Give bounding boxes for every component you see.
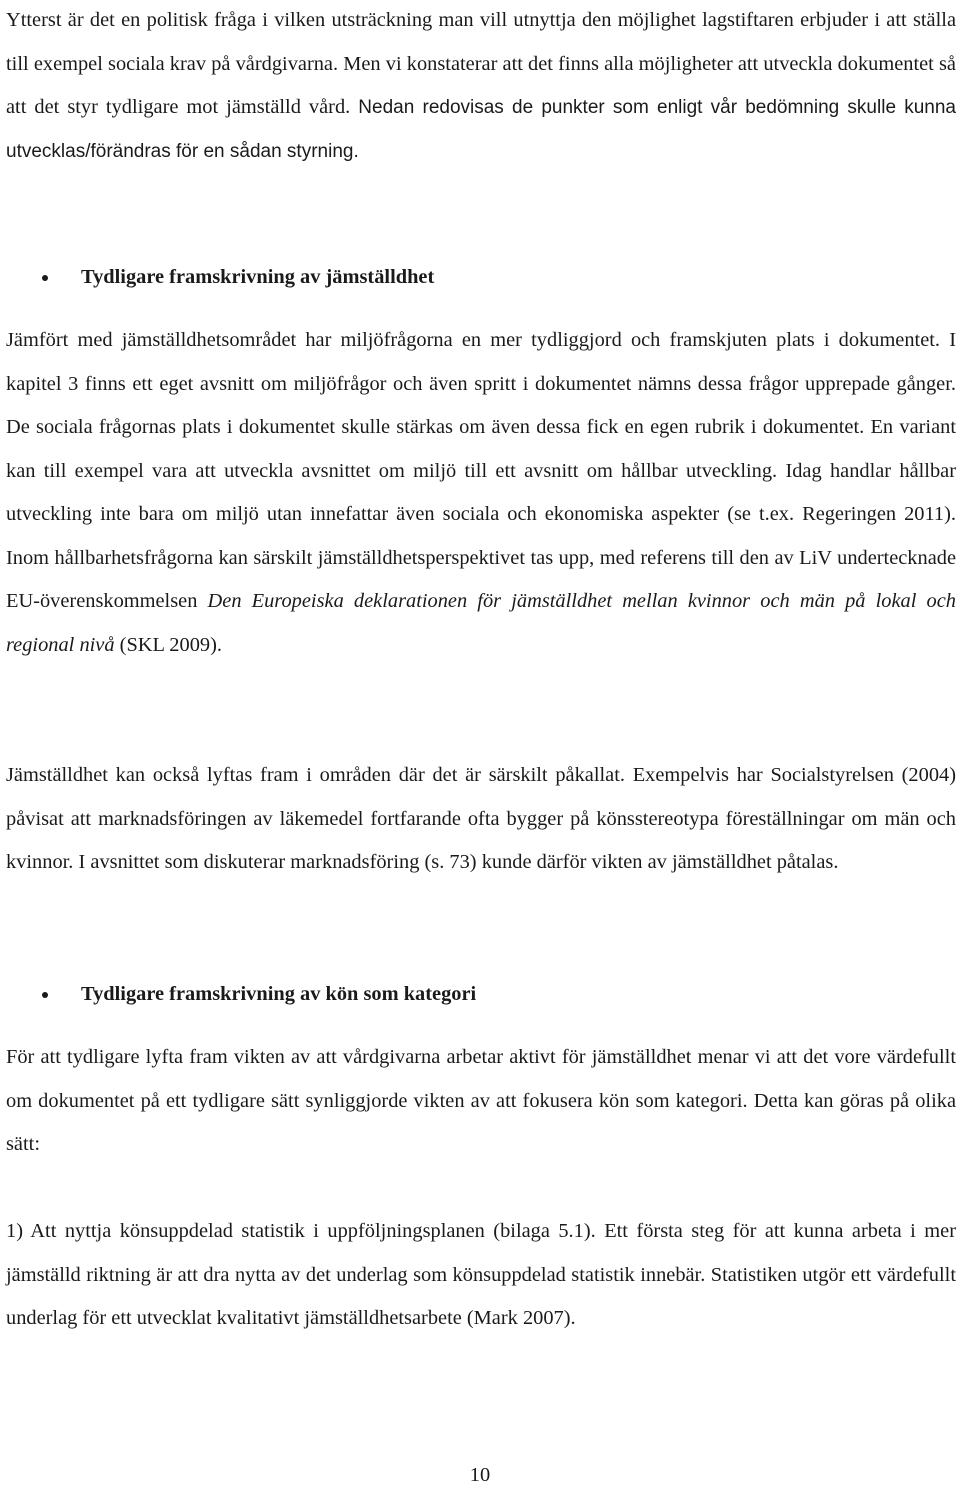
section-heading-text: Tydligare framskrivning av kön som kategori: [81, 983, 477, 1005]
body-paragraph: För att tydligare lyfta fram vikten av att vårdgivarna arbetar aktivt för jämställdhet menar vi att det vore värdefullt om dokumentet på ett tydligare sätt synliggjorde vikten av att fokusera kön som kategori. Detta kan göras på olika sätt:: [6, 1046, 956, 1155]
body-paragraph: Jämställdhet kan också lyftas fram i områden där det är särskilt påkallat. Exempelvis har Socialstyrelsen (2004) påvisat att marknadsföringen av läkemedel fortfarande ofta bygger på könsstereotypa föreställningar om män och kvinnor. I avsnittet som diskuterar marknadsföring (s. 73) kunde därför vikten av jämställdhet påtalas.: [6, 764, 956, 873]
paragraph-text-end: (SKL 2009).: [119, 633, 222, 656]
bullet-icon: [42, 992, 48, 998]
body-paragraph: 1) Att nyttja könsuppdelad statistik i uppföljningsplanen (bilaga 5.1). Ett första steg för att kunna arbeta i mer jämställd riktning är att dra nytta av det underlag som könsuppdelad statistik innebär. Statistiken utgör ett värdefullt underlag för ett utvecklat kvalitativt jämställdhetsarbete (Mark 2007).: [6, 1220, 956, 1329]
paragraph-text: Jämfört med jämställdhetsområdet har miljöfrågorna en mer tydliggjord och framskjuten plats i dokumentet. I kapitel 3 finns ett eget avsnitt om miljöfrågor och även spritt i dokumentet nämns dessa frågor upprepade gånger. De sociala frågornas plats i dokumentet skulle stärkas om även dessa fick en egen rubrik i dokumentet. En variant kan till exempel vara att utveckla avsnittet om miljö till ett avsnitt om hållbar utveckling. Idag handlar hållbar utveckling inte bara om miljö utan innefattar även sociala och ekonomiska aspekter (se t.ex. Regeringen 2011). Inom hållbarhetsfrågorna kan särskilt jämställdhetsperspektivet tas upp, med referens till den av LiV undertecknade EU-överenskommelsen: [6, 329, 956, 612]
bullet-icon: [42, 275, 48, 281]
intro-paragraph: [6, 0, 956, 173]
italic-title: Den Europeiska deklarationen för jämställdhet mellan kvinnor och män på lokal och regional nivå: [6, 590, 956, 656]
page-number: 10: [469, 1464, 491, 1486]
section-heading-text: Tydligare framskrivning av jämställdhet: [81, 266, 435, 288]
section-heading-jamstalldhet: [6, 256, 956, 300]
section-heading-kon: [6, 973, 956, 1017]
intro-text: Ytterst är det en politisk fråga i vilken utsträckning man vill utnyttja den möjlighet lagstiftaren erbjuder i att ställa till exempel sociala krav på vårdgivarna. Men vi konstaterar att det finns alla möjligheter att utveckla dokumentet så att det styr tydligare mot jämställd vård.: [6, 9, 956, 118]
intro-text-continued: Nedan redovisas de punkter som enligt vår bedömning skulle kunna utvecklas/förändras för en sådan styrning.: [6, 97, 956, 162]
body-paragraph: [6, 319, 956, 667]
